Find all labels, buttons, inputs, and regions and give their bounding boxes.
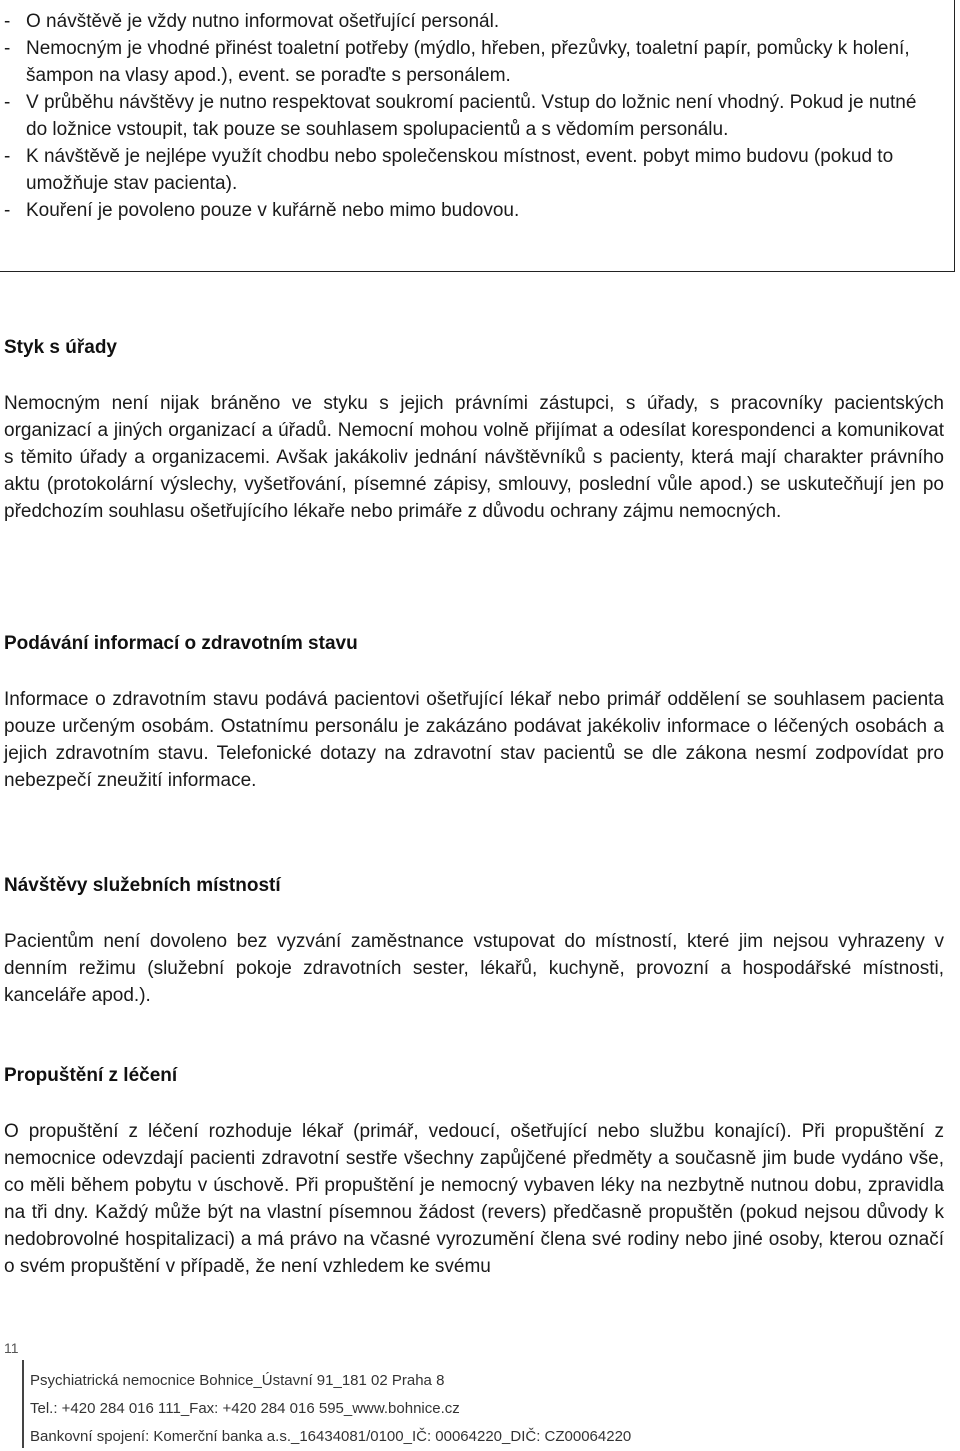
section-paragraph: Informace o zdravotním stavu podává pacientovi ošetřující lékař nebo primář oddělení se souhlasem pacienta pouze určeným osobám. Ostatnímu personálu je zakázáno podávat jakékoliv informace o léčených osobách a jejich zdravotním stavu. Telefonické dotazy na zdravotní stav pacientů se dle zákona nesmí zodpovídat pro nebezpečí zneužití informace. [4, 689, 944, 791]
section-paragraph: O propuštění z léčení rozhoduje lékař (primář, vedoucí, ošetřující nebo službu konající). Při propuštění z nemocnice odevzdají pacienti zdravotní sestře všechny zapůjčené předměty a současně jim bude vydáno vše, co měli během pobytu v úschově. Při propuštění je nemocný vybaven léky na nezbytně nutnou dobu, zpravidla na tři dny. Každý může být na vlastní písemnou žádost (revers) předčasně propuštěn (pokud nejsou důvody k nedobrovolné hospitalizaci) a má právo na včasné vyrozumění člena své rodiny nebo jiné osoby, kterou označí o svém propuštění v případě, že není vzhledem ke svému [4, 1121, 944, 1277]
list-item: - O návštěvě je vždy nutno informovat ošetřující personál. [4, 11, 500, 32]
list-item: - V průběhu návštěvy je nutno respektovat soukromí pacientů. Vstup do ložnic není vhodný. Pokud je nutné do ložnice vstoupit, tak pouze se souhlasem spolupacientů a s vědomím personálu. [4, 92, 917, 140]
list-item: - K návštěvě je nejlépe využít chodbu nebo společenskou místnost, event. pobyt mimo budovu (pokud to umožňuje stav pacienta). [4, 146, 894, 194]
section-heading: Podávání informací o zdravotním stavu [4, 633, 358, 654]
visit-rules-list [0, 0, 954, 224]
section-paragraph: Pacientům není dovoleno bez vyzvání zaměstnance vstupovat do místností, které jim nejsou vyhrazeny v denním režimu (služební pokoje zdravotních sester, lékařů, kuchyně, provozní a hospodářské místnosti, kanceláře apod.). [4, 931, 944, 1006]
footer-contact: Tel.: +420 284 016 111_Fax: +420 284 016 595_www.bohnice.cz [30, 1400, 460, 1417]
list-item: - Nemocným je vhodné přinést toaletní potřeby (mýdlo, hřeben, přezůvky, toaletní papír, pomůcky k holení, šampon na vlasy apod.), event. se poraďte s personálem. [4, 38, 910, 86]
page-number: 11 [4, 1340, 19, 1356]
section-discharge [4, 1063, 944, 1280]
footer-divider [22, 1360, 24, 1448]
visit-rules-box [0, 0, 955, 272]
section-health-info [4, 631, 944, 794]
footer [30, 1367, 631, 1451]
section-service-rooms [4, 873, 944, 1009]
section-heading: Návštěvy služebních místností [4, 875, 281, 896]
section-heading: Styk s úřady [4, 337, 117, 358]
section-paragraph: Nemocným není nijak bráněno ve styku s jejich právními zástupci, s úřady, s pracovníky pacientských organizací a jiných organizací a úřadů. Nemocní mohou volně přijímat a odesílat korespondenci a komunikovat s těmito úřady a organizacemi. Avšak jakákoliv jednání návštěvníků s pacienty, která mají charakter právního aktu (protokolární výslechy, vyšetřování, písemné zápisy, smlouvy, poslední vůle apod.) se uskutečňují jen po předchozím souhlasu ošetřujícího lékaře nebo primáře z důvodu ochrany zájmu nemocných. [4, 393, 944, 522]
footer-address: Psychiatrická nemocnice Bohnice_Ústavní 91_181 02 Praha 8 [30, 1372, 445, 1389]
footer-bank: Bankovní spojení: Komerční banka a.s._16434081/0100_IČ: 00064220_DIČ: CZ00064220 [30, 1428, 632, 1445]
section-authorities [4, 335, 944, 525]
list-item: - Kouření je povoleno pouze v kuřárně nebo mimo budovou. [4, 200, 520, 221]
section-heading: Propuštění z léčení [4, 1065, 178, 1086]
